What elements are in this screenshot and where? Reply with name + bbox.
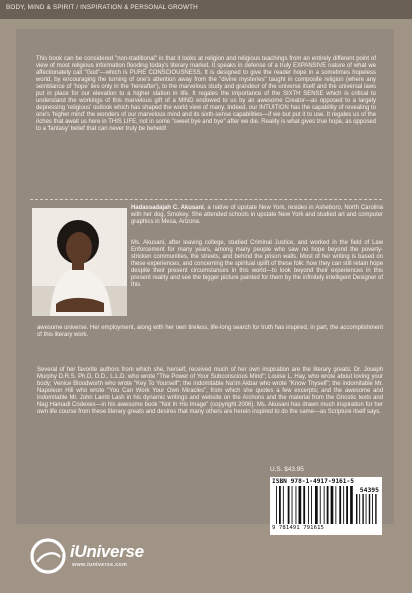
isbn-number: ISBN 978-1-4917-9161-5	[272, 478, 354, 485]
author-bio-intro-text: , a native of upstate New York, resides in Asheboro, North Carolina with her dog, Smokey. She attended schools in upstate New York and studied art and computer graphics in Mesa, Arizona.	[131, 205, 383, 225]
category-bar	[0, 0, 412, 19]
publisher-logo	[28, 536, 144, 576]
author-name: Hadassadajah C. Akusani	[131, 205, 204, 211]
author-bio-influences: Several of her favorite authors from which she, herself, received much of her own inspiration are the literary greats: Dr. Joseph Murphy D.R.S. Ph.D, D.D., L.L.D. who wrote "The Power of Your Subconscious Mind"; Louise L. Hay, who wrote about loving your body; Venice Bloodworth who wrote "Key To Yourself"; the indomitable Na'im Akbar who wrote "Know Thyself"; the indomitable Mr. Napoleon Hill who wrote "You Can Work Your Own Miracles", from which she quotes a few excerpts; and the awesome and indomitable Mr. John Lamb Lash in his dynamic writings and website on the Archons and the material from the Gnostic texts and Nag Hamadi Codexes—in his awesome book "Not In His Image" (copyright 2006). Ms. Akusani has drawn much inspiration for her own life course from these literary greats and desires that many others are herein inspired to do the same—as Scripture itself says.	[37, 367, 383, 415]
author-bio-career: Ms. Akusani, after leaving college, studied Criminal Justice, and worked in the field of Law Enforcement for many years, among many people who saw no hope beyond the poverty-stricken communities, the streets, and behind the prison walls. Most of her writing is based on these experiences, and concerning the spiritual uplift of these folk: how they can still retain hope despite their present circumstances in this world—to look beyond their experiences in this present reality and see the bigger picture painted for them by the infinitely intelligent Designer of this	[131, 240, 383, 288]
author-portrait-icon	[32, 208, 127, 316]
author-bio-career-cont: awesome universe. Her employment, along with her own tireless, life-long search for truth has inspired, in part, the accomplishment of this literary work.	[37, 325, 383, 338]
publisher-name: iUniverse	[70, 542, 144, 561]
section-divider	[30, 199, 382, 200]
barcode	[270, 477, 382, 535]
author-bio-intro	[131, 205, 383, 226]
ean-digits: 9 781491 791615	[272, 525, 325, 531]
price-label: U.S. $43.95	[270, 466, 304, 473]
publisher-swirl-icon	[28, 536, 70, 576]
price-code: 54395	[359, 486, 379, 494]
author-photo	[32, 208, 127, 316]
publisher-url: www.iuniverse.com	[72, 562, 128, 568]
category-label: BODY, MIND & SPIRIT / INSPIRATION & PERSONAL GROWTH	[6, 4, 198, 11]
book-blurb: This book can be considered "non-traditional" in that it looks at religion and religious teachings from an entirely different point of view of most religious information flooding today's literary market. It speaks in defense of a truly EXPANSIVE nature of what we affectionately call "God"—which is PURE CONSCIOUSNESS. It is designed to give the reader hope in a sometimes hopeless world, by encouraging the turning of one's attention away from the "divine mysteries" taught in composite religion (where any semblance of 'hope' lies only in the 'hereafter'), to the marvelous study and grandeur of the universe itself and the universal laws put in place for our elevation to a higher station in life. It regales the importance of the SIXTH SENSE which is critical to understand the workings of this marvelous gift of a MIND endowed to us by an awesome Creator—as opposed to a largely depressing 'religious' outlook which has shaped the world view of many. Indeed, our INTUITION has the capability of revealing to one's 'higher mind' the wonders of our marvelous mind and its sixth-sense capabilities—if we but put it to use. It regales us of the riches that await us here in THIS LIFE, not in some "sweet bye and bye" after we die. Reality is what gives true hope, as opposed to a 'fantasy' belief that can never truly be beheld!	[36, 56, 376, 132]
